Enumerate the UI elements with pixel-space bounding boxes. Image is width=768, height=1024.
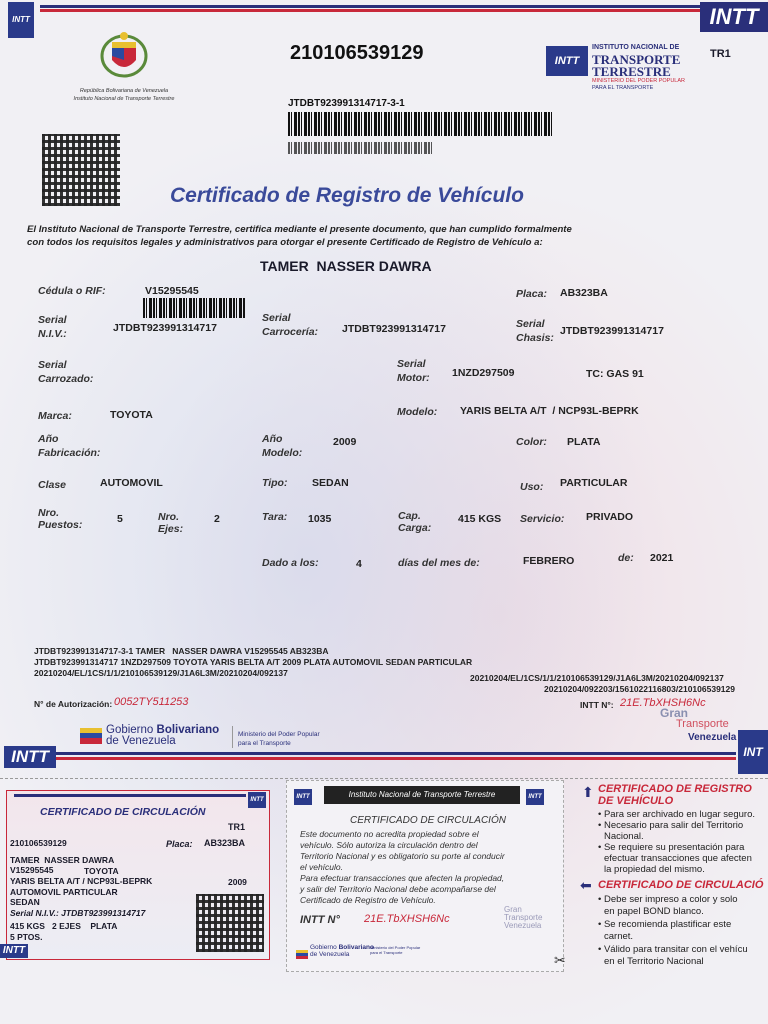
venezuela-flag-icon	[80, 728, 102, 744]
stub-line5: SEDAN	[10, 897, 40, 907]
mes-value: FEBRERO	[523, 555, 575, 567]
stub-placa-label: Placa:	[166, 839, 193, 849]
right-bullet6b: en el Territorio Nacional	[604, 956, 704, 967]
serial-carroceria-value: JTDBT923991314717	[342, 323, 446, 335]
stub-placa: AB323BA	[204, 838, 246, 848]
intt-line5: PARA EL TRANSPORTE	[592, 85, 654, 91]
carga-label1: Cap.	[398, 510, 421, 522]
right-bullet6a: • Válido para transitar con el vehícu	[598, 944, 748, 955]
stub-qr-code	[196, 894, 264, 952]
marca-value: TOYOTA	[110, 409, 153, 421]
stub-line1: TAMER NASSER DAWRA	[10, 855, 115, 865]
clase-label: Clase	[38, 479, 67, 491]
arrow-up-icon: ⬆	[582, 784, 594, 800]
intt-line2: TRANSPORTE	[592, 52, 681, 67]
bolivariano-word: Bolivariano	[156, 724, 220, 736]
notice-intt-left-icon: INTT	[294, 789, 312, 805]
gran-word: Gran	[660, 706, 689, 720]
notice-intt-right-icon: INTT	[526, 789, 544, 805]
notice-ministerio-line1: Ministerio del Poder Popular	[370, 945, 421, 950]
separator-stripe	[56, 752, 736, 755]
stub-line7: 415 KGS 2 EJES PLATA	[10, 921, 118, 931]
ano-modelo-value: 2009	[333, 436, 357, 448]
dia-value: 4	[356, 558, 362, 570]
notice-header: Instituto Nacional de Transporte Terrestre	[324, 786, 520, 804]
intt-line1: INSTITUTO NACIONAL DE	[592, 44, 680, 51]
serial-motor-label1: Serial	[397, 358, 426, 370]
certificate-title: Certificado de Registro de Vehículo	[170, 184, 524, 207]
stub-line3b: 2009	[228, 877, 247, 887]
transporte-word: Transporte	[676, 718, 729, 730]
document-code: TR1	[710, 48, 731, 60]
intt-logo: INTT	[546, 46, 588, 76]
top-stripe	[0, 0, 768, 14]
tara-label: Tara:	[262, 511, 288, 523]
right-bullet1: • Para ser archivado en lugar seguro.	[598, 809, 755, 820]
tc-value: TC: GAS 91	[586, 368, 644, 380]
separator-intt-left: INTT	[4, 746, 56, 768]
mes-label: días del mes de:	[398, 557, 480, 569]
right-bullet3c: la propiedad del mismo.	[604, 864, 705, 875]
intt-line3: TERRESTRE	[592, 64, 671, 79]
tara-value: 1035	[308, 513, 332, 525]
qr-code	[42, 134, 120, 206]
puestos-label1: Nro.	[38, 507, 59, 519]
notice-ministerio	[370, 945, 420, 955]
right-bullet5b: carnet.	[604, 931, 634, 942]
clase-value: AUTOMOVIL	[100, 477, 163, 489]
notice-p2-1: Para efectuar transacciones que afecten la propiedad,	[300, 873, 505, 883]
code-right2: 20210204/092203/1561022116803/210106539129	[544, 684, 735, 694]
notice-venezuela-word: Venezuela	[504, 921, 542, 930]
gobierno-word: Gobierno	[106, 724, 154, 736]
uso-label: Uso:	[520, 481, 544, 493]
modelo-label: Modelo:	[397, 406, 438, 418]
barcode-small	[288, 142, 434, 154]
serial-niv-label2: N.I.V.:	[38, 328, 67, 340]
stub-line8: 5 PTOS.	[10, 932, 43, 942]
notice-p1-4: el vehículo.	[300, 862, 343, 872]
stub-code: TR1	[228, 822, 246, 832]
gobierno-text	[106, 725, 219, 747]
republica-line1: República Bolivariana de Venezuela	[79, 88, 169, 94]
code-line3: 20210204/EL/1CS/1/1/210106539129/J1A6L3M/20210204/092137	[34, 668, 288, 678]
right-bullet3b: efectuar transacciones que afecten	[604, 853, 752, 864]
barcode-text: JTDBT923991314717-3-1	[288, 98, 405, 109]
puestos-value: 5	[117, 513, 123, 525]
scissors-icon: ✂	[554, 952, 566, 968]
stub-line2b: TOYOTA	[84, 866, 119, 876]
ano-modelo-label2: Modelo:	[262, 447, 303, 459]
intt-nro-value: 21E.TbXHSH6Nc	[620, 697, 706, 709]
ano-modelo-label1: Año	[262, 433, 283, 445]
notice-de-venezuela-word: de Venezuela	[310, 951, 350, 958]
serial-motor-value: 1NZD297509	[452, 367, 515, 379]
ano-fabricacion-label1: Año	[38, 433, 59, 445]
marca-label: Marca:	[38, 410, 72, 422]
coat-of-arms-icon	[98, 28, 150, 80]
serial-chasis-value: JTDBT923991314717	[560, 325, 664, 337]
placa-label: Placa:	[516, 288, 547, 300]
notice-gran-logo	[504, 906, 542, 930]
barcode	[288, 112, 554, 136]
notice-p2-3: Certificado de Registro de Vehículo.	[300, 895, 436, 905]
field-barcode	[143, 298, 245, 318]
separator-intt-right: INT	[738, 730, 768, 774]
top-left-intt-mark: INTT	[8, 2, 34, 38]
code-line1: JTDBT923991314717-3-1 TAMER NASSER DAWRA V15295545 AB323BA	[34, 646, 329, 656]
ano-fabricacion-label2: Fabricación:	[38, 447, 101, 459]
ejes-label1: Nro.	[158, 511, 179, 523]
notice-gran-word: Gran	[504, 905, 522, 914]
right-heading1b: DE VEHÍCULO	[598, 795, 674, 807]
modelo-value: YARIS BELTA A/T / NCP93L-BEPRK	[460, 405, 639, 417]
stub-title: CERTIFICADO DE CIRCULACIÓN	[40, 806, 206, 818]
stub-line4: AUTOMOVIL PARTICULAR	[10, 887, 118, 897]
autorizacion-value: 0052TY511253	[114, 696, 189, 708]
servicio-label: Servicio:	[520, 513, 565, 525]
notice-flag-icon	[296, 946, 308, 955]
arrow-left-icon: ⬅	[580, 877, 592, 893]
right-heading1a: CERTIFICADO DE REGISTRO	[598, 783, 752, 795]
footer-divider	[232, 726, 233, 748]
notice-p1-2: vehículo. Sólo autoriza la circulación dentro del	[300, 840, 478, 850]
intro-line1: El Instituto Nacional de Transporte Terrestre, certifica mediante el presente documento, que han cumplido formalmente	[27, 224, 572, 235]
carga-value: 415 KGS	[458, 513, 502, 525]
notice-p1-3: Territorio Nacional y es obligatorio su porte al conducir	[300, 851, 505, 861]
serial-niv-label1: Serial	[38, 314, 67, 326]
stub-intt-icon: INTT	[248, 792, 266, 808]
serial-chasis-label2: Chasis:	[516, 332, 554, 344]
ministerio-line2: para el Transporte	[238, 740, 291, 747]
notice-transporte-word: Transporte	[504, 913, 543, 922]
corner-intt-logo: INTT	[700, 2, 768, 32]
intt-nro-label: INTT N°:	[580, 700, 614, 710]
autorizacion-label: N° de Autorización:	[34, 699, 113, 709]
serial-niv-value: JTDBT923991314717	[113, 322, 217, 334]
carga-label2: Carga:	[398, 522, 432, 534]
notice-title: CERTIFICADO DE CIRCULACIÓN	[350, 815, 506, 826]
right-bullet2b: Nacional.	[604, 831, 644, 842]
serial-chasis-label1: Serial	[516, 318, 545, 330]
ejes-label2: Ejes:	[158, 523, 184, 535]
code-right1: 20210204/EL/1CS/1/1/210106539129/J1A6L3M/20210204/092137	[470, 673, 724, 683]
serial-carrozado-label1: Serial	[38, 359, 67, 371]
right-bullet5a: • Se recomienda plastificar este	[598, 919, 732, 930]
right-bullet3a: • Se requiere su presentación para	[598, 842, 745, 853]
cedula-label: Cédula o RIF:	[38, 285, 106, 297]
stub-line6: Serial N.I.V.: JTDBT923991314717	[10, 908, 146, 918]
right-bullet4b: en papel BOND blanco.	[604, 906, 704, 917]
tipo-label: Tipo:	[262, 477, 288, 489]
de-label: de:	[618, 552, 634, 564]
stub-top-stripe	[14, 794, 246, 797]
right-bullet4a: • Debe ser impreso a color y solo	[598, 894, 738, 905]
cedula-value: V15295545	[145, 285, 199, 297]
code-line2: JTDBT923991314717 1NZD297509 TOYOTA YARIS BELTA A/T 2009 PLATA AUTOMOVIL SEDAN PARTICULAR	[34, 657, 473, 667]
venezuela-word: Venezuela	[688, 732, 737, 743]
servicio-value: PRIVADO	[586, 511, 634, 523]
owner-name: TAMER NASSER DAWRA	[260, 258, 432, 274]
cut-line	[0, 778, 768, 779]
document-number: 210106539129	[290, 42, 424, 64]
right-heading2: CERTIFICADO DE CIRCULACIÓ	[598, 879, 764, 891]
puestos-label2: Puestos:	[38, 519, 83, 531]
serial-carroceria-label1: Serial	[262, 312, 291, 324]
notice-p1-1: Este documento no acredita propiedad sobre el	[300, 829, 479, 839]
notice-gobierno	[310, 944, 374, 958]
ministerio-line1: Ministerio del Poder Popular	[238, 731, 320, 738]
anio-value: 2021	[650, 552, 674, 564]
stub-number: 210106539129	[10, 838, 67, 848]
intt-line4: MINISTERIO DEL PODER POPULAR	[592, 78, 686, 84]
stub-bottom-intt: INTT	[0, 944, 28, 958]
ejes-value: 2	[214, 513, 220, 525]
stub-line2a: V15295545	[10, 865, 54, 875]
uso-value: PARTICULAR	[560, 477, 628, 489]
separator-stripe-red	[56, 757, 736, 760]
placa-value: AB323BA	[560, 287, 608, 299]
notice-intt-label: INTT N°	[300, 914, 340, 926]
intro-line2: con todos los requisitos legales y administrativos para otorgar el presente Certificado de Registro de Vehículo a:	[27, 237, 543, 248]
serial-motor-label2: Motor:	[397, 372, 430, 384]
notice-intt-value: 21E.TbXHSH6Nc	[364, 913, 450, 925]
republica-line2: Instituto Nacional de Transporte Terrestre	[73, 96, 175, 102]
de-venezuela-word: de Venezuela	[106, 735, 176, 747]
stub-line3a: YARIS BELTA A/T / NCP93L-BEPRK	[10, 876, 153, 886]
notice-gobierno-word: Gobierno	[310, 944, 337, 951]
notice-p2-2: y salir del Territorio Nacional debe acompañarse del	[300, 884, 496, 894]
notice-ministerio-line2: para el Transporte	[370, 950, 403, 955]
serial-carroceria-label2: Carrocería:	[262, 326, 319, 338]
right-bullet2a: • Necesario para salir del Territorio	[598, 820, 744, 831]
serial-carrozado-label2: Carrozado:	[38, 373, 94, 385]
notice-bolivariano-word: Bolivariano	[338, 944, 374, 951]
dado-label: Dado a los:	[262, 557, 319, 569]
tipo-value: SEDAN	[312, 477, 349, 489]
color-label: Color:	[516, 436, 547, 448]
color-value: PLATA	[567, 436, 601, 448]
